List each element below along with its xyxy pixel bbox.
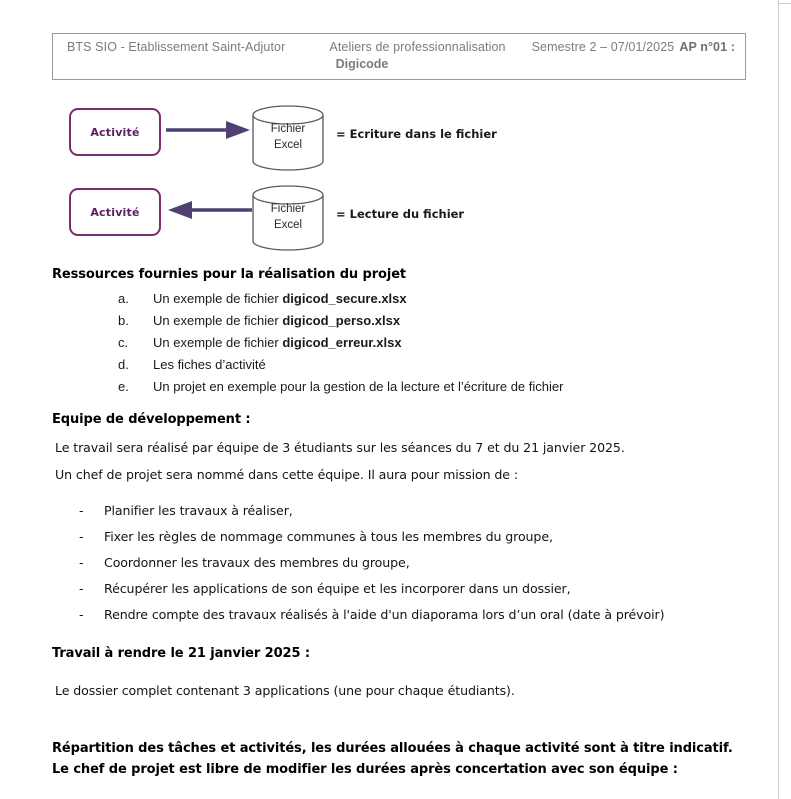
list-item [79,524,739,550]
activity-box-write [69,108,161,156]
list-item-marker: d. [118,357,129,372]
cylinder-label-write [249,121,327,153]
heading-ressources: Ressources fournies pour la réalisation du projet [52,267,407,282]
list-item-marker: a. [118,291,129,306]
diagram-row-lecture [0,184,778,256]
list-item-text: Un projet en exemple pour la gestion de la lecture et l’écriture de fichier [153,379,564,394]
header-top-line [63,40,735,54]
list-item [118,332,738,354]
header-semester-info [532,40,735,54]
list-item-filename: digicod_secure.xlsx [282,291,407,306]
list-item-marker: - [79,529,84,544]
paragraph-travail-equipe: Le travail sera réalisé par équipe de 3 étudiants sur les séances du 7 et du 21 janvier 2025. [55,440,625,455]
page-right-edge [778,0,779,799]
cylinder-file-write [249,104,327,172]
legend-lecture: = Lecture du fichier [336,207,465,221]
list-item-marker: - [79,607,84,622]
cylinder-label-line2: Excel [273,219,303,231]
arrow-left-icon [166,198,252,222]
paragraph-dossier-complet: Le dossier complet contenant 3 applications (une pour chaque étudiants). [55,683,515,698]
cylinder-label-line1: Fichier [270,123,306,135]
list-item-filename: digicod_erreur.xlsx [282,335,402,350]
activity-box-read [69,188,161,236]
list-item [79,498,739,524]
list-item-text: Coordonner les travaux des membres du groupe, [104,555,410,570]
cylinder-label-line1: Fichier [270,203,306,215]
list-item-marker: - [79,555,84,570]
header-ap-number: AP n°01 : [679,40,735,54]
heading-repartition-taches: Répartition des tâches et activités, les durées allouées à chaque activité sont à titre indicatif. Le chef de projet est libre de modifier les durées après concertation avec son équipe : [52,741,733,777]
header-establishment: BTS SIO - Etablissement Saint-Adjutor [67,40,286,54]
heading-equipe-developpement: Equipe de développement : [52,412,251,427]
header-semester-date: Semestre 2 – 07/01/2025 [531,40,675,54]
diagram-row-ecriture [0,104,778,176]
list-item-text: Un exemple de fichier [153,313,283,328]
header-subject-title: Digicode [335,57,389,71]
activity-label: Activité [90,125,140,139]
cylinder-label-read [249,201,327,233]
list-item-text: Un exemple de fichier [153,291,283,306]
list-item-marker: c. [118,335,129,350]
heading-travail-a-rendre: Travail à rendre le 21 janvier 2025 : [52,646,310,661]
list-item-text: Récupérer les applications de son équipe et les incorporer dans un dossier, [104,581,571,596]
header-course-title: Ateliers de professionnalisation [329,40,506,54]
ressources-list [118,288,738,398]
activity-label: Activité [90,205,140,219]
list-item-marker: e. [118,379,129,394]
cylinder-file-read [249,184,327,252]
list-item-marker: - [79,503,84,518]
paragraph-chef-de-projet: Un chef de projet sera nommé dans cette équipe. Il aura pour mission de : [55,467,518,482]
document-header-box [52,33,746,80]
list-item-text: Les fiches d’activité [153,357,266,372]
list-item-text: Rendre compte des travaux réalisés à l'aide d'un diaporama lors d’un oral (date à prévoir) [104,607,665,622]
list-item-text: Un exemple de fichier [153,335,283,350]
legend-ecriture: = Ecriture dans le fichier [336,127,497,141]
arrow-right-icon [166,118,252,142]
cylinder-label-line2: Excel [273,139,303,151]
list-item-filename: digicod_perso.xlsx [282,313,401,328]
list-item [118,354,738,376]
list-item-marker: - [79,581,84,596]
list-item-marker: b. [118,313,129,328]
list-item [118,288,738,310]
list-item [79,602,739,628]
list-item-text: Planifier les travaux à réaliser, [104,503,293,518]
list-item [118,376,738,398]
file-io-diagram [0,98,778,258]
missions-list [79,498,739,628]
list-item-text: Fixer les règles de nommage communes à tous les membres du groupe, [104,529,553,544]
list-item [118,310,738,332]
list-item [79,576,739,602]
list-item [79,550,739,576]
